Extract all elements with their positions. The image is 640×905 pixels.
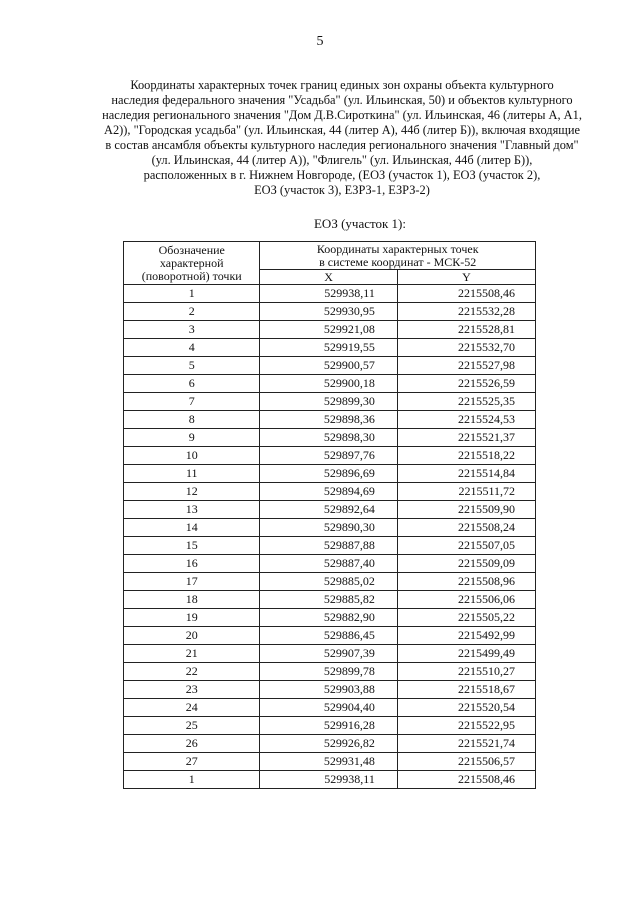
y-coordinate-cell: 2215506,06 — [397, 591, 535, 609]
point-cell: 17 — [124, 573, 260, 591]
y-coordinate-cell: 2215508,24 — [397, 519, 535, 537]
x-coordinate-cell: 529882,90 — [260, 609, 397, 627]
x-coordinate-cell: 529886,45 — [260, 627, 397, 645]
x-coordinate-cell: 529900,57 — [260, 357, 397, 375]
x-coordinate-cell: 529885,82 — [260, 591, 397, 609]
table-row — [124, 663, 536, 681]
y-column-header: Y — [397, 270, 535, 285]
x-coordinate-cell: 529892,64 — [260, 501, 397, 519]
x-coordinate-cell: 529938,11 — [260, 771, 397, 789]
table-row — [124, 717, 536, 735]
table-row — [124, 285, 536, 303]
x-coordinate-cell: 529938,11 — [260, 285, 397, 303]
page-number: 5 — [316, 34, 324, 49]
x-coordinate-cell: 529907,39 — [260, 645, 397, 663]
table-row — [124, 591, 536, 609]
y-coordinate-cell: 2215521,37 — [397, 429, 535, 447]
table-body — [124, 285, 536, 789]
group-header-line: в системе координат - МСК-52 — [319, 254, 477, 269]
y-coordinate-cell: 2215509,09 — [397, 555, 535, 573]
point-cell: 13 — [124, 501, 260, 519]
point-cell: 18 — [124, 591, 260, 609]
document-heading — [86, 78, 598, 198]
point-cell: 26 — [124, 735, 260, 753]
heading-line: расположенных в г. Нижнем Новгороде, (ЕОЗ (участок 1), ЕОЗ (участок 2), — [143, 168, 541, 182]
table-row — [124, 609, 536, 627]
table-row — [124, 519, 536, 537]
x-coordinate-cell: 529930,95 — [260, 303, 397, 321]
y-coordinate-cell: 2215528,81 — [397, 321, 535, 339]
table-row — [124, 645, 536, 663]
table-row — [124, 555, 536, 573]
table-row — [124, 699, 536, 717]
point-cell: 6 — [124, 375, 260, 393]
y-coordinate-cell: 2215520,54 — [397, 699, 535, 717]
y-coordinate-cell: 2215511,72 — [397, 483, 535, 501]
x-coordinate-cell: 529887,40 — [260, 555, 397, 573]
y-coordinate-cell: 2215507,05 — [397, 537, 535, 555]
x-coordinate-cell: 529903,88 — [260, 681, 397, 699]
point-cell: 8 — [124, 411, 260, 429]
y-coordinate-cell: 2215518,22 — [397, 447, 535, 465]
x-coordinate-cell: 529897,76 — [260, 447, 397, 465]
table-row — [124, 681, 536, 699]
table-row — [124, 429, 536, 447]
coordinates-table — [123, 241, 536, 789]
y-coordinate-cell: 2215505,22 — [397, 609, 535, 627]
y-coordinate-cell: 2215514,84 — [397, 465, 535, 483]
point-header-line: Обозначение — [158, 242, 225, 257]
table-row — [124, 537, 536, 555]
x-coordinate-cell: 529900,18 — [260, 375, 397, 393]
y-coordinate-cell: 2215518,67 — [397, 681, 535, 699]
table-header-row — [124, 242, 536, 270]
y-coordinate-cell: 2215509,90 — [397, 501, 535, 519]
x-column-header: X — [260, 270, 397, 285]
point-header-line: характерной — [159, 255, 224, 270]
point-cell: 19 — [124, 609, 260, 627]
y-coordinate-cell: 2215508,46 — [397, 771, 535, 789]
coordinates-group-header — [260, 242, 536, 270]
x-coordinate-cell: 529899,30 — [260, 393, 397, 411]
x-coordinate-cell: 529898,30 — [260, 429, 397, 447]
point-cell: 2 — [124, 303, 260, 321]
point-cell: 12 — [124, 483, 260, 501]
x-coordinate-cell: 529896,69 — [260, 465, 397, 483]
point-cell: 1 — [124, 285, 260, 303]
point-cell: 11 — [124, 465, 260, 483]
x-coordinate-cell: 529919,55 — [260, 339, 397, 357]
point-header-line: (поворотной) точки — [141, 268, 242, 283]
group-header-line: Координаты характерных точек — [316, 241, 479, 256]
heading-line: (ул. Ильинская, 44 (литер А)), "Флигель" (ул. Ильинская, 44б (литер Б)), — [151, 153, 533, 167]
point-cell: 14 — [124, 519, 260, 537]
table-row — [124, 357, 536, 375]
table-row — [124, 393, 536, 411]
heading-line: наследия регионального значения "Дом Д.В.Сироткина" (ул. Ильинская, 46 (литеры А, А1, — [102, 108, 582, 122]
point-cell: 24 — [124, 699, 260, 717]
y-coordinate-cell: 2215508,96 — [397, 573, 535, 591]
section-subheading: ЕОЗ (участок 1): — [313, 216, 406, 231]
y-coordinate-cell: 2215527,98 — [397, 357, 535, 375]
y-coordinate-cell: 2215506,57 — [397, 753, 535, 771]
y-coordinate-cell: 2215510,27 — [397, 663, 535, 681]
x-coordinate-cell: 529899,78 — [260, 663, 397, 681]
point-cell: 15 — [124, 537, 260, 555]
table-row — [124, 321, 536, 339]
y-coordinate-cell: 2215521,74 — [397, 735, 535, 753]
point-cell: 5 — [124, 357, 260, 375]
table-row — [124, 411, 536, 429]
point-cell: 4 — [124, 339, 260, 357]
table-row — [124, 627, 536, 645]
heading-line: в состав ансамбля объекты культурного наследия регионального значения "Главный дом" — [105, 138, 579, 152]
x-coordinate-cell: 529904,40 — [260, 699, 397, 717]
y-coordinate-cell: 2215522,95 — [397, 717, 535, 735]
table-row — [124, 483, 536, 501]
x-coordinate-cell: 529894,69 — [260, 483, 397, 501]
point-column-header — [124, 242, 260, 285]
heading-line: наследия федерального значения "Усадьба" (ул. Ильинская, 50) и объектов культурного — [111, 93, 573, 107]
point-cell: 9 — [124, 429, 260, 447]
point-cell: 25 — [124, 717, 260, 735]
x-coordinate-cell: 529898,36 — [260, 411, 397, 429]
table-row — [124, 339, 536, 357]
point-cell: 16 — [124, 555, 260, 573]
x-coordinate-cell: 529887,88 — [260, 537, 397, 555]
y-coordinate-cell: 2215532,70 — [397, 339, 535, 357]
table-row — [124, 573, 536, 591]
point-cell: 23 — [124, 681, 260, 699]
x-coordinate-cell: 529890,30 — [260, 519, 397, 537]
x-coordinate-cell: 529931,48 — [260, 753, 397, 771]
table-row — [124, 303, 536, 321]
point-cell: 7 — [124, 393, 260, 411]
point-cell: 21 — [124, 645, 260, 663]
point-cell: 1 — [124, 771, 260, 789]
table-row — [124, 375, 536, 393]
heading-line: А2)), "Городская усадьба" (ул. Ильинская, 44 (литер А), 44б (литер Б)), включая входящие — [104, 123, 580, 137]
table-row — [124, 771, 536, 789]
table-row — [124, 735, 536, 753]
y-coordinate-cell: 2215525,35 — [397, 393, 535, 411]
point-cell: 27 — [124, 753, 260, 771]
point-cell: 3 — [124, 321, 260, 339]
table-header — [124, 242, 536, 285]
table-row — [124, 465, 536, 483]
x-coordinate-cell: 529921,08 — [260, 321, 397, 339]
x-coordinate-cell: 529916,28 — [260, 717, 397, 735]
point-cell: 22 — [124, 663, 260, 681]
heading-line: Координаты характерных точек границ единых зон охраны объекта культурного — [130, 78, 554, 92]
y-coordinate-cell: 2215532,28 — [397, 303, 535, 321]
heading-line: ЕОЗ (участок 3), ЕЗРЗ-1, ЕЗРЗ-2) — [254, 183, 430, 197]
point-cell: 10 — [124, 447, 260, 465]
table-row — [124, 447, 536, 465]
table-row — [124, 501, 536, 519]
point-cell: 20 — [124, 627, 260, 645]
y-coordinate-cell: 2215526,59 — [397, 375, 535, 393]
y-coordinate-cell: 2215499,49 — [397, 645, 535, 663]
y-coordinate-cell: 2215492,99 — [397, 627, 535, 645]
y-coordinate-cell: 2215524,53 — [397, 411, 535, 429]
x-coordinate-cell: 529926,82 — [260, 735, 397, 753]
y-coordinate-cell: 2215508,46 — [397, 285, 535, 303]
table-row — [124, 753, 536, 771]
x-coordinate-cell: 529885,02 — [260, 573, 397, 591]
